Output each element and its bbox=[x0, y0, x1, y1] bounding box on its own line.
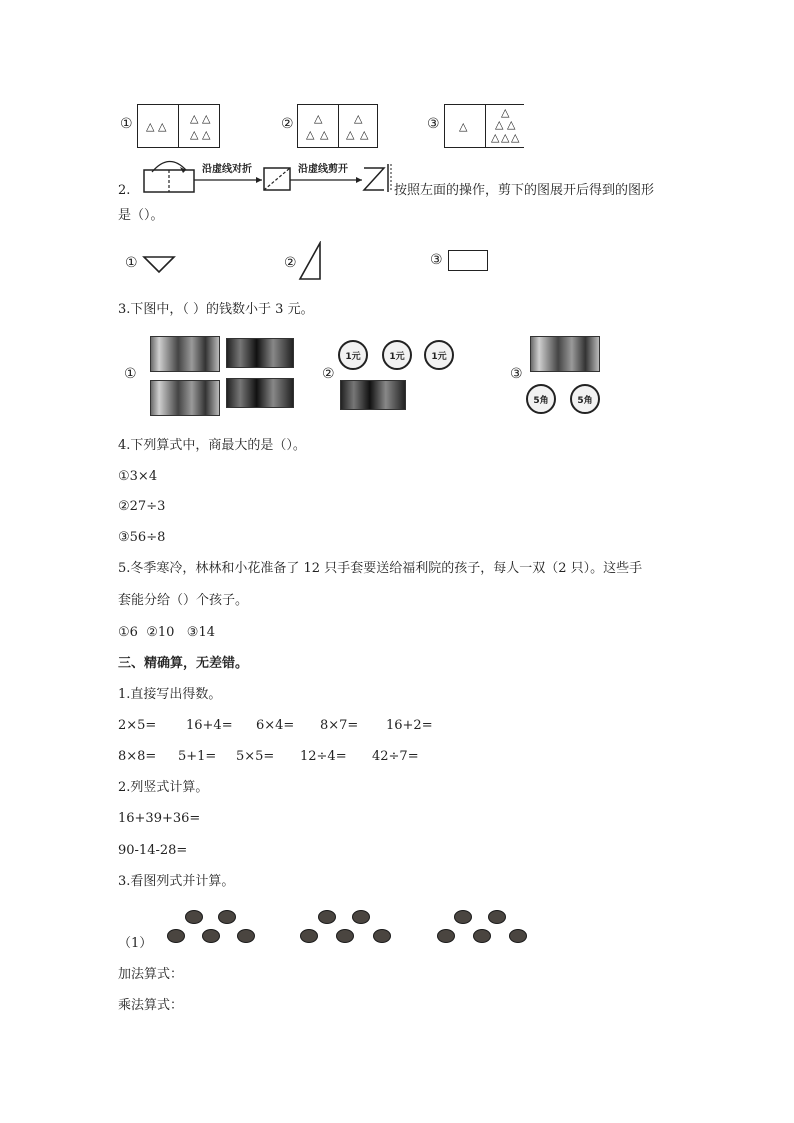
q2-option-1-label: ① bbox=[125, 255, 138, 271]
q2-step1-label: 沿虚线对折 bbox=[202, 164, 252, 175]
q5-question-line2: 套能分给（）个孩子。 bbox=[118, 593, 249, 608]
q4-question: 4.下列算式中，商最大的是（）。 bbox=[118, 438, 306, 453]
q1-option-3-label: ③ bbox=[427, 116, 440, 132]
q3-banknote-1yuan-icon bbox=[150, 380, 220, 416]
q3-coin-5jiao-icon: 5角 bbox=[570, 384, 600, 414]
q4-option-2: ②27÷3 bbox=[118, 499, 166, 514]
q1-option-1-box: △ △ △ △ △ △ bbox=[137, 104, 220, 148]
q2-option-2-label: ② bbox=[284, 255, 297, 271]
q3-banknote-5jiao-icon bbox=[226, 338, 294, 368]
q3-banknote-icon bbox=[340, 380, 406, 410]
dot bbox=[437, 929, 455, 943]
q3-option-1-label: ① bbox=[124, 366, 137, 382]
dot bbox=[488, 910, 506, 924]
q3-banknote-1yuan-icon bbox=[150, 336, 220, 372]
math-item: 6×4= bbox=[256, 718, 295, 733]
q1-option-3-box: △ △ △ △ △ △ △ bbox=[444, 104, 524, 148]
q3-option-3-label: ③ bbox=[510, 366, 523, 382]
vertical-calc-2: 90-14-28= bbox=[118, 843, 188, 858]
dot bbox=[167, 929, 185, 943]
q3-banknote-1yuan-icon bbox=[530, 336, 600, 372]
dot bbox=[336, 929, 354, 943]
q3-option-2-label: ② bbox=[322, 366, 335, 382]
q5-question-line1: 5.冬季寒冷，林林和小花准备了 12 只手套要送给福利院的孩子，每人一双（2 只）。这些手 bbox=[118, 561, 643, 576]
dot bbox=[373, 929, 391, 943]
q2-option-2-right-triangle-icon bbox=[298, 241, 324, 281]
math-item: 42÷7= bbox=[372, 749, 419, 764]
dot bbox=[300, 929, 318, 943]
q3-coin-5jiao-icon: 5角 bbox=[526, 384, 556, 414]
q2-number: 2. bbox=[118, 183, 131, 198]
section3-part2-title: 2.列竖式计算。 bbox=[118, 780, 209, 795]
vertical-calc-1: 16+39+36= bbox=[118, 811, 201, 826]
math-item: 16+4= bbox=[186, 718, 233, 733]
math-item: 5+1= bbox=[178, 749, 217, 764]
dot bbox=[454, 910, 472, 924]
math-item: 5×5= bbox=[236, 749, 275, 764]
q3-banknote-5jiao-icon bbox=[226, 378, 294, 408]
math-item: 2×5= bbox=[118, 718, 157, 733]
dot bbox=[218, 910, 236, 924]
q3-coin-1yuan-icon: 1元 bbox=[338, 340, 368, 370]
q5-options: ①6 ②10 ③14 bbox=[118, 625, 215, 640]
math-item: 12÷4= bbox=[300, 749, 347, 764]
dot bbox=[237, 929, 255, 943]
q2-option-3-label: ③ bbox=[430, 252, 443, 268]
q4-option-3: ③56÷8 bbox=[118, 530, 166, 545]
q3-coin-1yuan-icon: 1元 bbox=[382, 340, 412, 370]
section3-title: 三、精确算，无差错。 bbox=[118, 656, 249, 671]
section3-part1-title: 1.直接写出得数。 bbox=[118, 687, 222, 702]
q2-step2-label: 沿虚线剪开 bbox=[298, 164, 348, 175]
q2-option-3-rectangle-icon bbox=[448, 250, 488, 271]
q2-text-line1: 按照左面的操作，剪下的图展开后得到的图形 bbox=[394, 183, 655, 198]
section3-part3-title: 3.看图列式并计算。 bbox=[118, 874, 235, 889]
dot bbox=[509, 929, 527, 943]
dot bbox=[202, 929, 220, 943]
q2-option-1-triangle-icon bbox=[142, 254, 176, 274]
math-item: 8×8= bbox=[118, 749, 157, 764]
addition-equation-label: 加法算式： bbox=[118, 967, 184, 982]
q1-option-2-box: △ △ △ △ △ △ bbox=[297, 104, 378, 148]
dot bbox=[352, 910, 370, 924]
dot bbox=[185, 910, 203, 924]
q2-folding-diagram bbox=[138, 158, 398, 198]
q3-coin-1yuan-icon: 1元 bbox=[424, 340, 454, 370]
dot bbox=[318, 910, 336, 924]
q3-question: 3.下图中，（ ）的钱数小于 3 元。 bbox=[118, 302, 314, 317]
q1-option-2-label: ② bbox=[281, 116, 294, 132]
math-item: 16+2= bbox=[386, 718, 433, 733]
q4-option-1: ①3×4 bbox=[118, 469, 158, 484]
multiplication-equation-label: 乘法算式： bbox=[118, 998, 184, 1013]
q2-text-line2: 是（）。 bbox=[118, 208, 164, 223]
math-item: 8×7= bbox=[320, 718, 359, 733]
dot bbox=[473, 929, 491, 943]
q1-option-1-label: ① bbox=[120, 116, 133, 132]
sub-question-1-label: （1） bbox=[118, 936, 153, 951]
